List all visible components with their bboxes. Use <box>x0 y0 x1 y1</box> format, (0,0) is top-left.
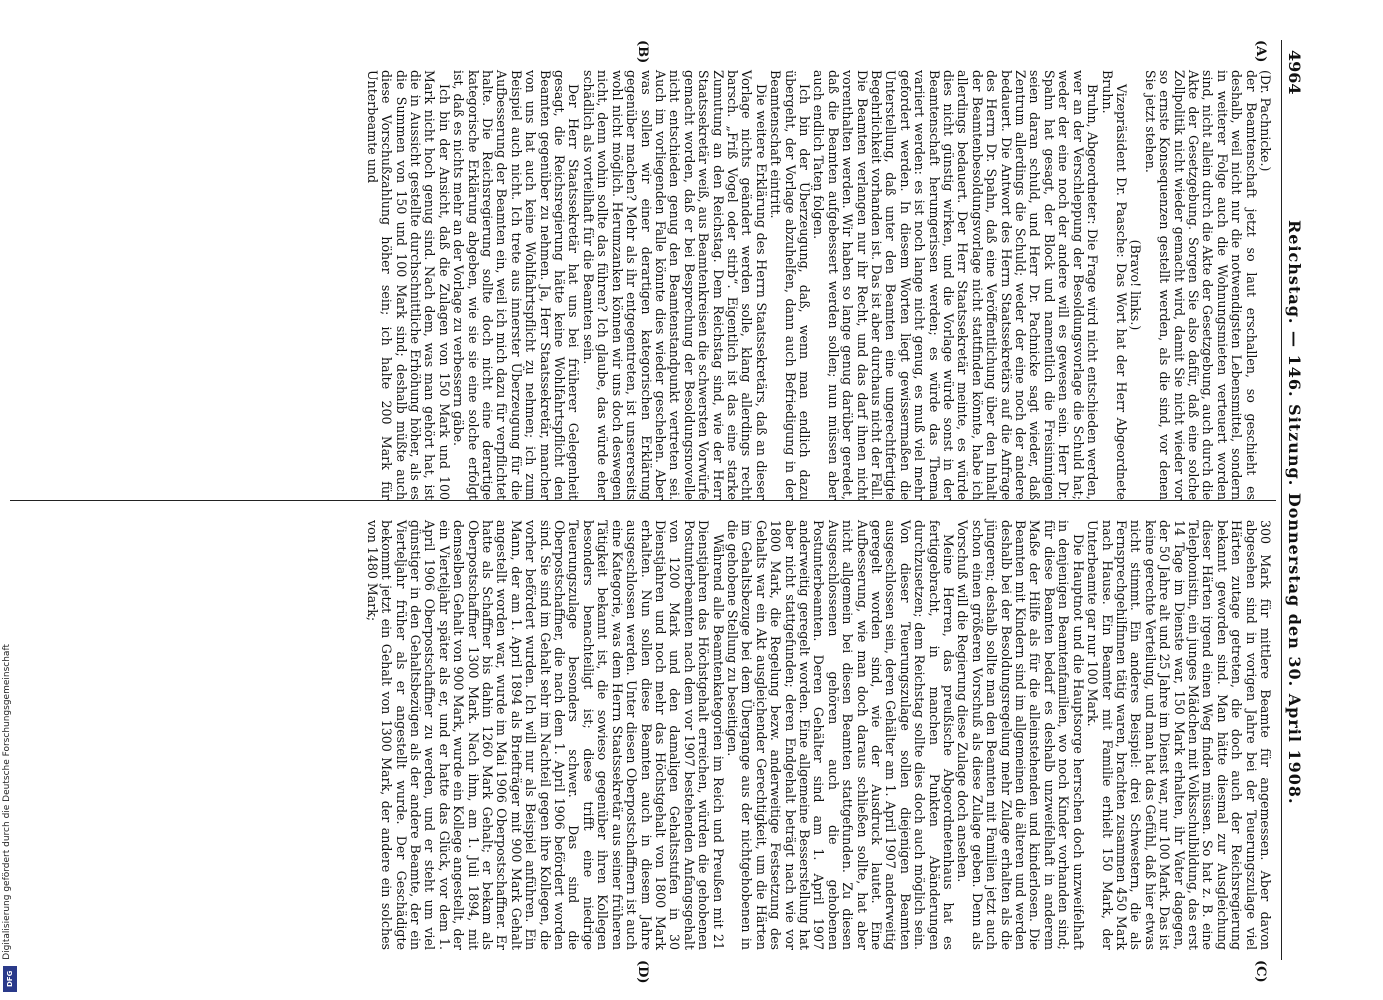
margin-marker-c: (C) <box>1253 960 1268 983</box>
digitization-credit <box>0 0 22 1000</box>
paragraph: Der Herr Staatssekretär hat uns bei früherer Gelegenheit gesagt, die Reichsregierung hätte keine Wohlfahrtspflicht den Beamten gegenüber zu nehmen. Ja, Herr Staatssekretär, mancher von uns hat auch keine Wohlfahrtspflicht zu nehmen; ich zum Beispiel auch nicht. Ich trete aus innerster Überzeugung für die Aufbesserung der Beamten ein, weil ich mich dazu für verpflichtet halte. Die Reichsregierung sollte doch nicht eine derartige kategorische Erklärung abgeben, wie sie sie eine solche erfolgt ist, daß es nichts mehr an der Vorlage zu verbessern gäbe. <box>451 70 582 500</box>
paragraph: Die weitere Erklärung des Herrn Staatssekretärs, daß an dieser Vorlage nichts geändert werden solle, klang allerdings recht barsch. „Friß Vogel oder stirb“. Eigentlich ist das eine starke Zumutung an den Reichstag. Dem Reichstag sind, wie der Herr Staatssekretär weiß, aus Beamtenkreisen die schwersten Vorwürfe gemacht worden, daß er bei Besprechung der Besoldungsnovelle nicht entschieden genug den Beamtenstandpunkt vertreten sei. Auch im vorliegenden Falle könnte dies wieder geschehen. Aber was sollen wir einer derartigen kategorischen Erklärung gegenüber machen? Mehr als ihr entgegentreten, ist unsererseits wohl nicht möglich. Herumzanken können wir uns doch deswegen nicht, denn wohin sollte das führen? Ich glaube, das würde eher schädlich als vorteilhaft für die Beamten sein. <box>580 70 769 500</box>
dfg-logo: DFG <box>3 966 17 992</box>
paragraph: der Beamtenschaft jetzt so laut erschallen, so geschieht es deshalb, weil nicht nur die notwendigsten Lebensmittel, sondern in weiterer Folge auch die Wohnungsmieten verteuert worden sind, nicht allein durch die Akte der Gesetzgebung, auch durch die Akte der Gesetzgebung. Sorgen Sie also dafür, daß eine solche Zollpolitik nicht wieder gemacht wird, damit Sie nicht wieder vor so ernste Konsequenzen gestellt werden, als die sind, vor denen Sie jetzt stehen. <box>1142 70 1259 500</box>
margin-marker-d: (D) <box>635 960 650 984</box>
right-column <box>364 520 1272 950</box>
paragraph: Meine Herren, das preußische Abgeordnetenhaus hat es fertiggebracht, in manchen Punkten Abänderungen durchzusetzen; dem Reichstag sollte dies doch auch möglich sein. Von dieser Teuerungszulage sollen diejenigen Beamten ausgeschlossen sein, deren Gehälter am 1. April 1907 anderweitig geregelt worden sind, wie der Ausdruck lautet. Eine Aufbesserung, wie man doch daraus schließen sollte, hat aber nicht allgemein bei diesen Beamten stattgefunden. Zu diesen Ausgeschlossenen gehören auch die gehobenen Postunterbeamten. Deren Gehälter sind am 1. April 1907 anderweitig geregelt worden. Eine allgemeine Besserstellung hat aber nicht stattgefunden; deren Endgehalt beträgt nach wie vor 1800 Mark, die Regelung bezw. anderweitige Festsetzung des Gehalts war ein Akt ausgleichender Gerechtigkeit, um die Härten im Gehaltsbezuge bei dem Übergange aus der nichtgehobenen in die gehobene Stellung zu beseitigen. <box>724 520 957 950</box>
page-number: 4964 <box>1285 50 1304 95</box>
paragraph: Während alle Beamtenkategorien im Reich und Preußen mit 21 Dienstjahren das Höchstgehalt erreichen, würden die gehobenen Postunterbeamten nach dem vor 1907 bestehenden Anfangsgehalt von 1200 Mark und den damaligen Gehaltsstufen in 30 Dienstjahren und noch mehr das Höchstgehalt von 1800 Mark erhalten. Nun sollen diese Beamten auch in diesem Jahre ausgeschlossen werden. Unter diesen Oberpostschaffnern ist auch eine Kategorie, was dem Herrn Staatssekretär aus seiner früheren Tätigkeit bekannt ist, die sowieso gegenüber ihren Kollegen besonders benachteiligt ist; diese trifft eine niedrige Teuerungszulage besonders schwer. Das sind die Oberpostschaffner, die nach dem 1. April 1906 befördert worden sind. Sie sind im Gehalt sehr im Nachteil gegen ihre Kollegen, die vorher befördert wurden. Ich will nur als Beispiel anführen. Ein Mann, der am 1. April 1894 als Briefträger mit 900 Mark Gehalt angestellt worden war, wurde im Mai 1906 Oberpostschaffner. Er hatte als Schaffner bis dahin 1260 Mark Gehalt; er bekam als Oberpostschaffner 1300 Mark. Nach ihm, am 1. Juli 1894, mit demselben Gehalt von 900 Mark, wurde ein Kollege angestellt, der ein Vierteljahr später als er, und er hatte das Glück, vor dem 1. April 1906 Oberpostschaffner zu werden, und er steht um viel günstiger in den Gehaltsbezügen als der andere Beamte, der ein Vierteljahr früher als er angestellt wurde. Der Geschädigte bekommt jetzt ein Gehalt von 1300 Mark, der andere ein solches von 1480 Mark; <box>364 520 726 950</box>
paragraph: (Dr. Pachnicke.) <box>1258 70 1273 172</box>
paragraph: Bruhn, Abgeordneter: Die Frage wird nicht entschieden werden, wer an der Verschleppung der Besoldungsvorlage die Schuld hat; weder der eine noch der andere will es gewesen sein. Herr Dr. Spahn hat gesagt, der Block und namentlich die Freisinnigen seien daran schuld, und Herr Dr. Pachnicke sagt wieder, daß Zentrum allerdings die Schuld; weder der eine noch der andere bedauert. Die Antwort des Herrn Staatssekretärs auf die Anfrage des Herrn Dr. Spahn, daß eine Veröffentlichung über den Inhalt der Beamtenbesoldungsvorlage nicht stattfinden könnte, habe ich allerdings bedauert. Der Herr Staatssekretär meinte, es würde dies nicht günstig wirken, und die Vorlage würde sonst in der Beamtenschaft herumgerissen werden; es würde das Thema variiert werden: es ist noch lange nicht genug, es muß viel mehr gefordert werden. In diesem Worten liegt gewissermaßen die Unterstellung, daß unter den Beamten eine ungerechtfertigte Begehrlichkeit vorhanden ist. Das ist aber durchaus nicht der Fall. Die Beamten verlangen nur ihr Recht, und das darf ihnen nicht vorenthalten werden. Wir haben so lange genug darüber geredet, daß die Beamten aufgebessert werden sollen; nun müssen aber auch endlich Taten folgen. <box>811 70 1101 500</box>
column-rule <box>10 500 1276 501</box>
paragraph: Die Hauptnot und die Hauptsorge herrschen doch unzweifelhaft in denjenigen Beamtenfamilien, wo noch Kinder vorhanden sind; für diese Beamten bedarf es deshalb unzweifelhaft in anderem Maße der Hilfe als für die alleinstehenden und kinderlosen. Die Beamten mit Kindern sind im allgemeinen die älteren und werden deshalb bei der Besoldungsregelung mehr Zulage erhalten als die jüngeren; deshalb sollte man den Beamten mit Familien jetzt auch schon einen größeren Vorschuß als diese Zulage geben. Denn als Vorschuß will die Regierung diese Zulage doch ansehen. <box>955 520 1086 950</box>
page-header <box>1276 0 1310 1000</box>
paragraph: 300 Mark für mittlere Beamte für angemessen. Aber davon abgesehen sind in vorigen Jahre bei der Teuerungszulage viel Härten zutage getreten, die doch auch der Reichsregierung bekannt geworden sind. Man hätte diesmal zur Ausgleichung dieser Härten irgend einen Weg finden müssen. So hat z. B. eine Telephonistin, ein junges Mädchen mit Volksschulbildung, das erst 14 Tage im Dienste war, 150 Mark erhalten, ihr Vater dagegen, der 50 Jahre alt und 25 Jahre im Dienst war, nur 100 Mark. Das ist keine gerechte Verteilung, und man hat das Gefühl, daß hier etwas nicht stimmt. Ein anderes Beispiel: drei Schwestern, die als Fernsprechgehilfinnen tätig waren, brachten zusammen 450 Mark nach Hause. Ein Beamter mit Familie erhielt 150 Mark, der Unterbeamte gar nur 100 Mark. <box>1085 520 1273 950</box>
paragraph: (Bravo! links.) <box>1128 239 1144 331</box>
credit-text: Digitalisierung gefördert durch die Deutsche Forschungsgemeinschaft <box>2 644 12 960</box>
paragraph: Ich bin der Überzeugung, daß, wenn man endlich dazu übergeht, der Vorlage abzuhelfen, dann auch Befriedigung in der Beamtenschaft eintritt. <box>768 70 812 500</box>
margin-marker-a: (A) <box>1253 40 1268 63</box>
header-rule <box>1281 40 1282 960</box>
paragraph: Vizepräsident Dr. Paasche: Das Wort hat der Herr Abgeordnete Bruhn. <box>1099 70 1129 500</box>
running-head: Reichstag. — 146. Sitzung. Donnerstag den 30. April 1908. <box>1285 220 1304 805</box>
left-column <box>364 70 1272 500</box>
paragraph: Ich bin der Ansicht, daß die Zulagen von 150 Mark und 100 Mark nicht hoch genug sind. Nach dem, was man gehört hat, ist die in Aussicht gestellte durchschnittliche Erhöhung höher, als es die Summen von 150 und 100 Mark sind; deshalb müßte auch diese Vorschußzahlung höher sein; ich halte 200 Mark für Unterbeamte und <box>364 70 452 500</box>
margin-marker-b: (B) <box>635 40 650 64</box>
